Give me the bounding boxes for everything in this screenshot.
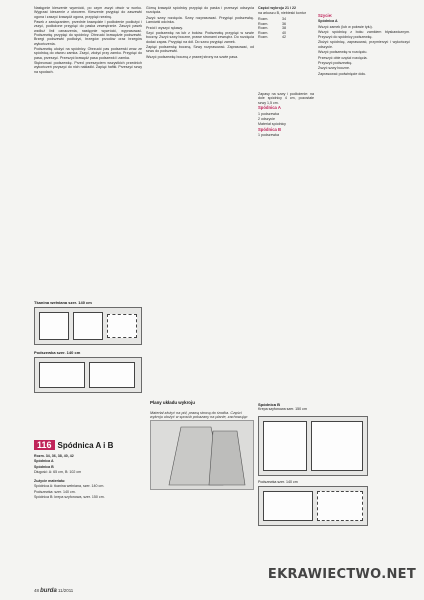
paragraph: Podszewkę ułożyć na spódnicy. Obrzucić pas podszewki wraz ze spódnicą do otworu zamka. Zszyć, złożyć przy zamku. Przypiąć do pasa, przeszyć. Przeszyć krawędź pasa podszewki i zamka. (34, 47, 142, 60)
pattern-piece (89, 362, 135, 388)
plan-b-label: Spódnica B (258, 402, 281, 407)
pattern-piece (39, 312, 69, 340)
part-heading: Spódnica A (258, 105, 281, 111)
paragraph: Zapasy na szwy i podłożenie: na dole spódnicy 4 cm, pozostałe szwy 1,5 cm. (258, 91, 314, 105)
pattern-number: 116 (34, 440, 55, 450)
paragraph: Zszyć szwy rozcięcia. Szwy rozprasować. Przypiąć podszewkę. Lamówki odcinka. (146, 15, 254, 25)
layout-plan-wool (34, 307, 142, 345)
paragraph: Przód i wyszyć rękawy. (146, 25, 183, 30)
pattern-piece (263, 421, 307, 471)
table-row: Rozm. 38 (258, 26, 286, 31)
pattern-badge (34, 440, 140, 450)
column-1 (34, 6, 142, 75)
plan-caption: Materiał złożyć na pół, prawą stroną do środka. Części wykroju ułożyć w sposób pokazany na planie, zachowując (150, 411, 248, 420)
plan-b-label: Podszewka szer. 140 cm (258, 480, 298, 484)
paragraph: Stębnować podszewkę. Przed przeszyciem wszystkich przednich wykończeń przyszyć do nich nakładki. Zapiąć haftki. Przeszyć szwy na spodach. (34, 61, 142, 74)
materials-heading: Zużycie materiału: (34, 478, 66, 483)
paragraph: Wszyć podszewkę w rozcięciu. (318, 50, 368, 55)
fabric-label: Tkanina wełniana szer. 140 cm (34, 300, 92, 305)
pattern-piece (107, 314, 137, 338)
page-number: 48 (34, 588, 39, 593)
layout-plan-lining-b (258, 486, 368, 526)
paragraph: Złożyć spódnicę, zaprasować, przymierzyć i wykończyć odszycie. (318, 40, 410, 49)
pattern-piece (311, 421, 363, 471)
table-row: Rozm. 34 (258, 16, 286, 21)
paragraph: Przyszyć podszewkę. (318, 60, 353, 65)
table-row: Rozm. 36 (258, 21, 286, 26)
watermark-text: EKRAWIECTWO.NET (267, 567, 416, 582)
table-sub: na arkuszu B, niebieski kontur (258, 11, 306, 16)
part-item: 1 podszewka (258, 133, 279, 138)
column-3 (258, 6, 314, 139)
pattern-piece (73, 312, 103, 340)
plan-title: Plany układu wykroju (150, 400, 195, 405)
fabric-label: Podszewka szer. 140 cm (34, 350, 81, 355)
sewing-heading: Szycie: (318, 13, 333, 18)
sizes-block (34, 454, 142, 501)
paragraph: Zapiąć podszewkę boczną. Szwy rozprasować. Zaprasować, od szwu do podszewki. (146, 45, 254, 54)
part-item: 1 podszewka (258, 111, 279, 116)
plan-b-block (258, 402, 368, 411)
sizes-line: Długość: A: 65 cm, B: 102 cm (34, 470, 82, 475)
table-heading: Części wykroju 21 i 22 (258, 6, 296, 10)
paragraph: Wszyć zamek (lub w połowie tyłu). (318, 24, 373, 29)
layout-plan-lining (34, 357, 142, 393)
paragraph: Wszyć podszewkę boczną z prawej strony na szwie pasa. (146, 54, 239, 59)
layout-plan-chiffon (258, 416, 368, 476)
paragraph: Pasek z zawiązaniem, przednie krawędzie i podłożenie podłożyć i zszyć, podłożone przypiąć do paska zewnętrznie. Zaszyć pasek wzdłuż linii oznaczenia, następnie wywrócić, wyprasować. Podszewkę przypiąć do spódnicy. Obrzucić krawędzie podszewki. Brzegi podszewki podłożyć, brzegów przodów oraz brzegów wykończenia. (34, 20, 142, 46)
paragraph: Wszyć spódnicę z boku zamkiem błyskawicznym. Przyszyć do spódnicy podszewkę. (318, 30, 410, 39)
materials-item: Podszewka: szer. 140 cm. (34, 489, 76, 494)
materials-item: Spódnica A: tkanina wełniana, szer. 140 cm. (34, 484, 105, 489)
paragraph: Górną krawędź spódnicy przypiąć do paska i przeszyć odszycia rozcięcia. (146, 6, 254, 15)
pattern-piece (39, 362, 85, 388)
part-item: Materiał spódnicy (258, 122, 286, 127)
skirt-drawing-icon (151, 421, 255, 491)
column-2 (146, 6, 254, 60)
part-item: 2 odszycie (258, 116, 275, 121)
pattern-piece (263, 491, 313, 521)
page-footer (34, 588, 73, 594)
column-4 (318, 14, 410, 77)
plan-b-label: Krepa szyfonowa szer. 150 cm (258, 407, 307, 411)
sizes-line: Rozm. 34, 36, 38, 40, 42 (34, 454, 74, 458)
pattern-piece (317, 491, 363, 521)
table-row: Rozm. 42 (258, 35, 286, 40)
sizes-table (258, 17, 314, 40)
paragraph: Szyć podszewkę na lub z boków. Podszewkę przypiąć w szwie boczny. Zszyć szwy boczne, prawe stronami zewnątrz. Do rozcięcia dodać zapas. Przypiąć na dół. Do szwu przypiąć zamek. (146, 31, 254, 44)
paragraph: Przeszyć obie części rozcięcia. (318, 55, 368, 60)
materials-item: Spódnica B: krepa szyfonowa, szer. 150 cm. (34, 495, 105, 500)
sizes-line: Spódnica A (34, 459, 54, 464)
table-row: Rozm. 40 (258, 30, 286, 35)
issue-number: 11/2011 (58, 588, 74, 593)
paragraph: Zaprasować podwinięcie dołu. (318, 71, 367, 76)
part-heading: Spódnica B (258, 126, 282, 132)
brand-name: burda (40, 588, 57, 594)
sizes-line: Spódnica B (34, 464, 54, 469)
paragraph: Następnie kieszenie wywrócić, po czym zszyć otwór w worku. Wygrzać kieszenie z otworem. Kieszenie przypiąć do zaszewki ogona i zaszyć krawędź ogona, przypiąć rzezinę. (34, 6, 142, 19)
skirt-illustration (150, 420, 254, 490)
sewing-sub: Spódnica A (318, 19, 338, 24)
pattern-title: Spódnica A i B (57, 440, 114, 450)
paragraph: Zszyć szwy boczne. (318, 66, 350, 71)
